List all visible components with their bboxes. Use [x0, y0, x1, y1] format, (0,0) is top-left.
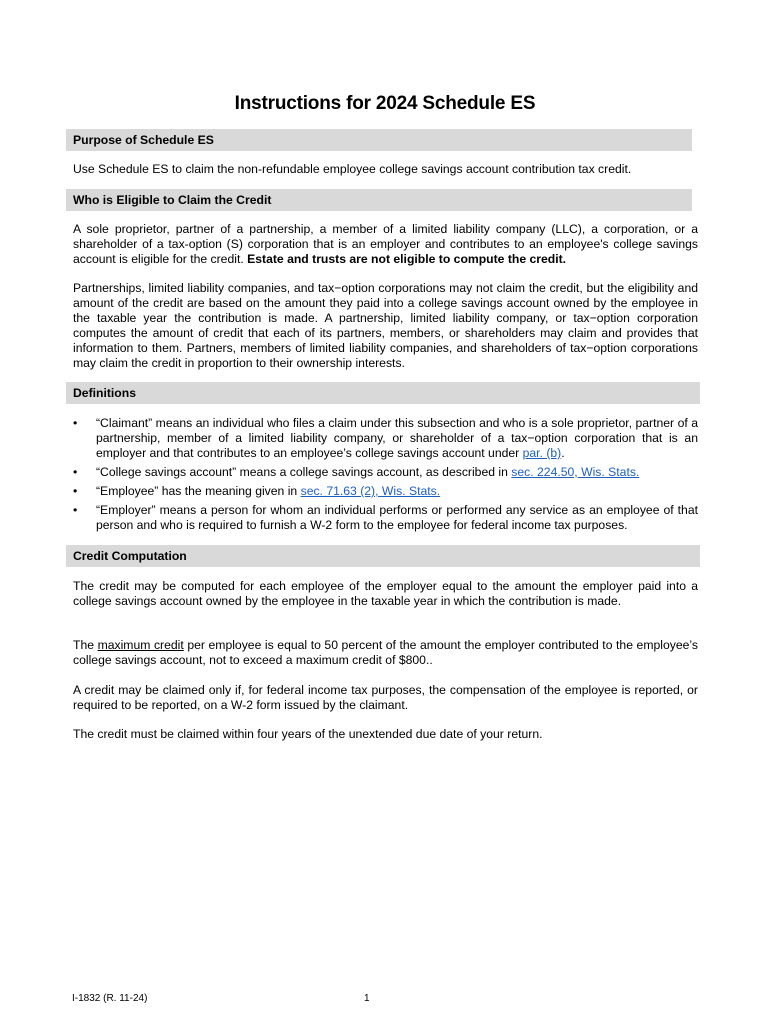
- bullet-icon: •: [73, 416, 78, 430]
- link-sec-71-63[interactable]: sec. 71.63 (2), Wis. Stats.: [300, 484, 441, 498]
- link-par-b[interactable]: par. (b): [522, 446, 562, 460]
- maximum-credit-term: maximum credit: [97, 638, 184, 652]
- computation-paragraph-2: [73, 638, 698, 668]
- definition-text: “Claimant” means an individual who files a claim under this subsection and who is a sole proprietor, partner of a partnership, member of a limited liability company, or shareholder of a tax−option corporation that is an employer and that contributes to an employee’s college savings account under: [96, 416, 698, 460]
- definition-item-employee: [73, 484, 698, 499]
- definition-item-college-savings-account: [73, 465, 698, 480]
- computation-paragraph-3: A credit may be claimed only if, for federal income tax purposes, the compensation of the employee is reported, or required to be reported, on a W-2 form issued by the claimant.: [73, 683, 698, 712]
- form-id: I-1832 (R. 11-24): [72, 993, 148, 1004]
- computation-paragraph-1: The credit may be computed for each employee of the employer equal to the amount the employer paid into a college savings account owned by the employee in the taxable year in which the contribution is made.: [73, 579, 698, 608]
- definition-text: “Employer” means a person for whom an individual performs or performed any service as an employee of that person and who is required to furnish a W-2 form to the employee for federal income tax purposes.: [96, 503, 698, 532]
- bullet-icon: •: [73, 503, 78, 517]
- section-header-definitions: Definitions: [66, 382, 700, 404]
- page-title: Instructions for 2024 Schedule ES: [234, 93, 536, 114]
- definition-text: “College savings account” means a college savings account, as described in: [96, 465, 512, 479]
- definition-text: “Employee” has the meaning given in: [96, 484, 301, 498]
- computation-paragraph-2-after: per employee is equal to 50 percent of the amount the employer contributed to the employee’s college savings account, not to exceed a maximum credit of $800..: [73, 638, 698, 667]
- page-number: 1: [364, 993, 370, 1004]
- eligible-paragraph-1-bold: Estate and trusts are not eligible to compute the credit.: [247, 252, 567, 266]
- definition-item-employer: [73, 503, 698, 533]
- definition-text-after: .: [561, 446, 565, 460]
- computation-paragraph-4: The credit must be claimed within four years of the unextended due date of your return.: [73, 727, 543, 741]
- eligible-paragraph-1-text: A sole proprietor, partner of a partnership, a member of a limited liability company (LLC), a corporation, or a shareholder of a tax-option (S) corporation that is an employer and contributes to an employee's college savings account is eligible for the credit.: [73, 222, 698, 266]
- section-header-eligible: Who is Eligible to Claim the Credit: [66, 189, 692, 211]
- definitions-list: [73, 416, 698, 537]
- purpose-text: Use Schedule ES to claim the non-refundable employee college savings account contribution tax credit.: [73, 162, 632, 176]
- eligible-paragraph-2: Partnerships, limited liability companies, and tax−option corporations may not claim the credit, but the eligibility and amount of the credit are based on the amount they paid into a college savings account owned by the employee in the taxable year the contribution is made. A partnership, limited liability company, or tax−option corporation computes the amount of credit that each of its partners, members, or shareholders may claim and provides that information to them. Partners, members of limited liability companies, and shareholders of tax−option corporations may claim the credit in proportion to their ownership interests.: [73, 281, 698, 370]
- section-header-credit-computation: Credit Computation: [66, 545, 700, 567]
- section-header-purpose: Purpose of Schedule ES: [66, 129, 692, 151]
- definition-item-claimant: [73, 416, 698, 461]
- computation-paragraph-2-before: The: [73, 638, 98, 652]
- link-sec-224-50[interactable]: sec. 224.50, Wis. Stats.: [511, 465, 640, 479]
- bullet-icon: •: [73, 484, 78, 498]
- bullet-icon: •: [73, 465, 78, 479]
- eligible-paragraph-1: [73, 222, 698, 267]
